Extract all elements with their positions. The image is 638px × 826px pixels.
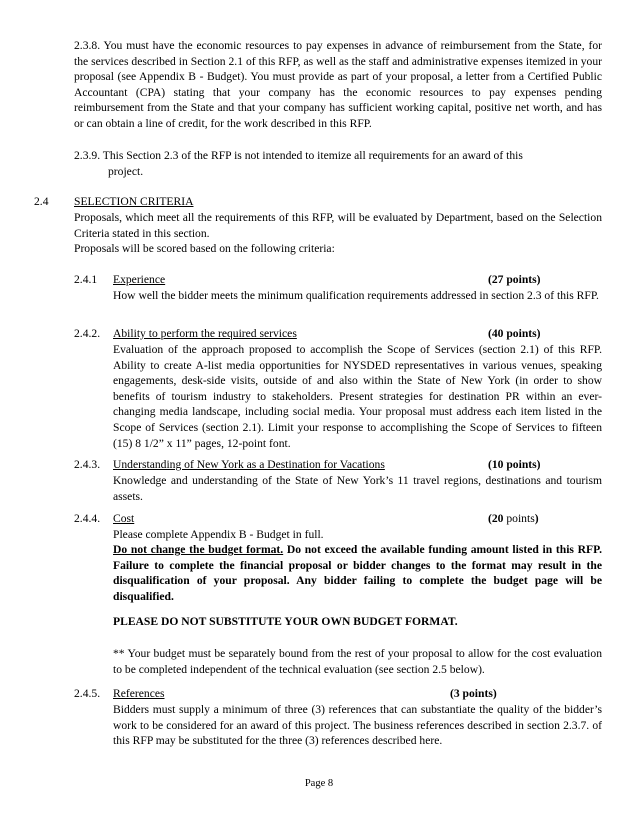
- cost-warning-rest: Do not exceed the available funding amount listed in this RFP. Failure to complete the financial proposal or bidder changes to the format may result in the disqualification of your proposal. Any bidder failing to complete the budget page will be disqualified.: [113, 543, 603, 603]
- page-number: Page 8: [304, 778, 334, 789]
- criterion-title-cost: Cost: [113, 512, 135, 525]
- cost-warning: [113, 542, 602, 604]
- criterion-points: (10 points): [488, 458, 541, 471]
- paragraph-2-3-9: 2.3.9. This Section 2.3 of the RFP is not intended to itemize all requirements for an award of this: [74, 149, 523, 162]
- criterion-body: How well the bidder meets the minimum qualification requirements addressed in section 2.3 of this RFP.: [113, 289, 599, 302]
- criterion-number: 2.4.2.: [74, 327, 101, 340]
- no-substitute-notice: PLEASE DO NOT SUBSTITUTE YOUR OWN BUDGET FORMAT.: [113, 615, 458, 628]
- criterion-number: 2.4.5.: [74, 687, 101, 700]
- criterion-points: (27 points): [488, 273, 541, 286]
- criterion-title-understanding: Understanding of New York as a Destination for Vacations: [113, 458, 385, 471]
- criterion-points: (40 points): [488, 327, 541, 340]
- budget-binding-note: ** Your budget must be separately bound from the rest of your proposal to allow for the cost evaluation to be completed independent of the technical evaluation (see section 2.5 below).: [113, 647, 602, 676]
- criterion-title-references: References: [113, 687, 165, 700]
- criterion-body: Knowledge and understanding of the State of New York’s 11 travel regions, destinations and tourism assets.: [113, 474, 602, 503]
- criterion-body: Bidders must supply a minimum of three (3) references that can substantiate the quality of the bidder’s work to be considered for an award of this project. The business references described in section 2.3.7. of this RFP may be substituted for the three (3) references described here.: [113, 703, 602, 748]
- criterion-points: (3 points): [450, 687, 497, 700]
- paragraph-2-3-8: 2.3.8. You must have the economic resources to pay expenses in advance of reimbursement from the State, for the services described in Section 2.1 of this RFP, as well as the staff and administrative expenses itemized in your proposal (see Appendix B - Budget). You must provide as part of your proposal, a letter from a Certified Public Accountant (CPA) stating that your company has the economic resources to pay expenses pending reimbursement from the State and that your company has sufficient working capital, positive net worth, and has or can obtain a line of credit, for the work described in this RFP.: [74, 39, 602, 130]
- criterion-title-ability: Ability to perform the required services: [113, 327, 297, 340]
- cost-instruction: Please complete Appendix B - Budget in full.: [113, 528, 324, 541]
- cost-warning-underlined: Do not change the budget format.: [113, 543, 284, 556]
- criterion-number: 2.4.1: [74, 273, 98, 286]
- criterion-title-experience: Experience: [113, 273, 166, 286]
- section-number: 2.4: [34, 195, 49, 208]
- points-word: points: [506, 512, 535, 525]
- scoring-statement: Proposals will be scored based on the following criteria:: [74, 242, 335, 255]
- paragraph-2-3-9-continuation: project.: [108, 165, 144, 178]
- criterion-points: [488, 511, 539, 527]
- section-intro: Proposals, which meet all the requirements of this RFP, will be evaluated by Department, based on the Selection Criteria stated in this section.: [74, 211, 602, 240]
- points-open: (20: [488, 512, 507, 525]
- criterion-body: Evaluation of the approach proposed to accomplish the Scope of Services (section 2.1) of this RFP. Ability to create A-list media opportunities for NYSDED representatives in various venues, speaking engagements, desk-side visits, outside of and also within the State of New York (in order to show benefits of tourism industry to stakeholders. Present strategies for destination PR within an ever-changing media landscape, including social media. Your proposal must address each item listed in the Scope of Services (section 2.1). Limit your response to accomplishing the Scope of Services to fifteen (15) 8 1/2” x 11” pages, 12-point font.: [113, 343, 602, 450]
- criterion-number: 2.4.4.: [74, 512, 101, 525]
- section-title: SELECTION CRITERIA: [74, 195, 194, 208]
- criterion-number: 2.4.3.: [74, 458, 101, 471]
- points-close: ): [534, 512, 539, 525]
